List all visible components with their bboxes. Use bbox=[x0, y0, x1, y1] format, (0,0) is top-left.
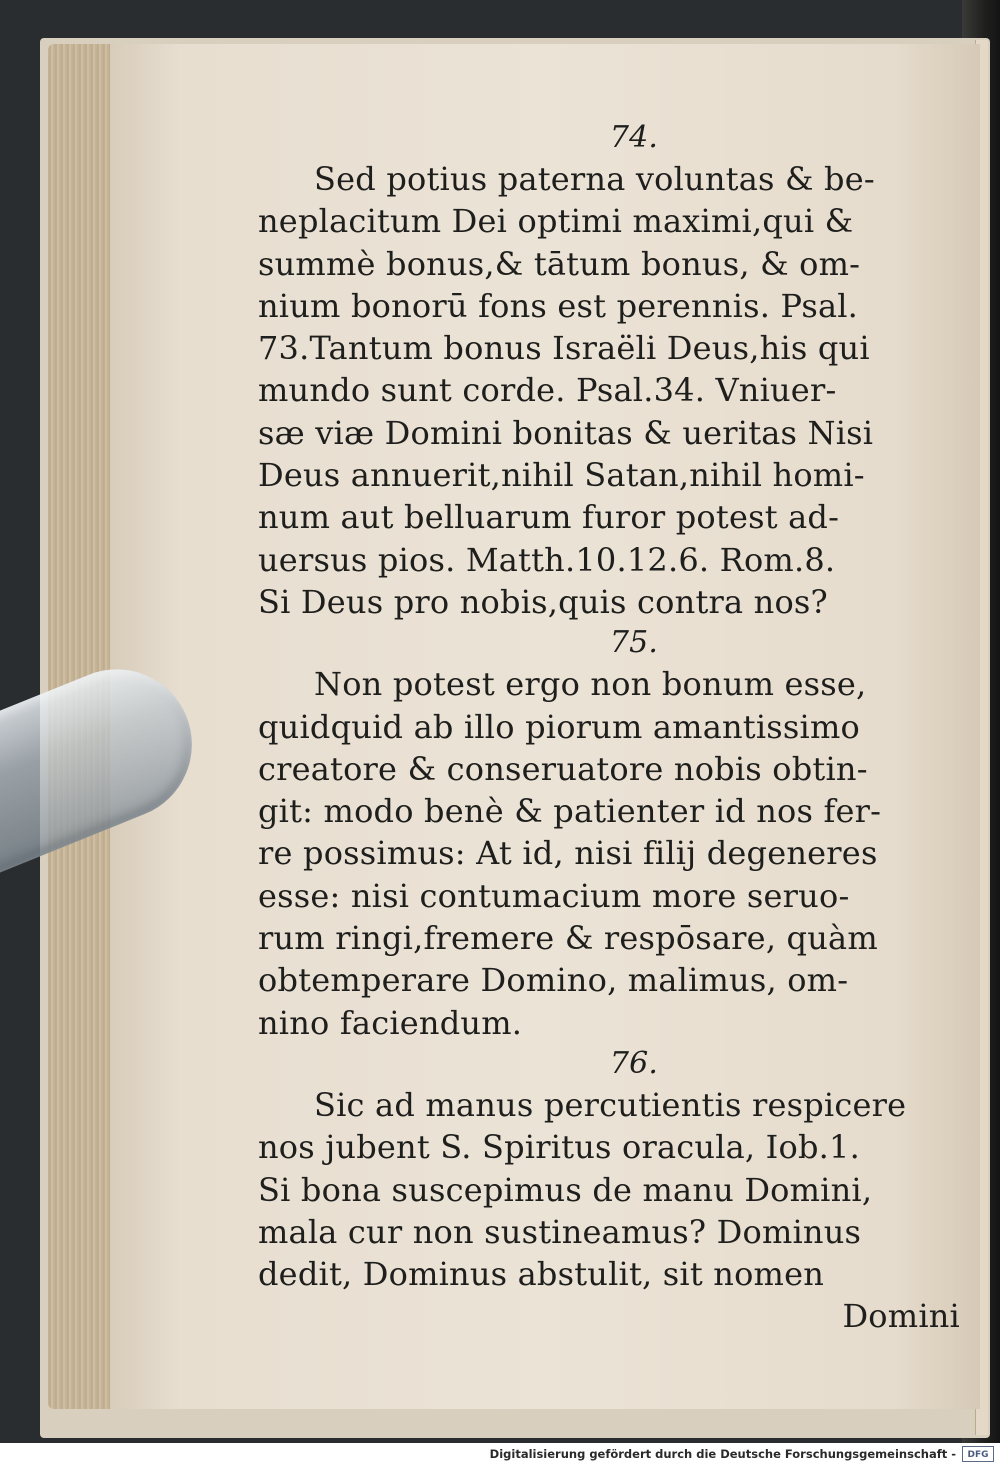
text-line: creatore & conseruatore nobis obtin- bbox=[258, 749, 868, 788]
text-line: sæ viæ Domini bonitas & ueritas Nisi bbox=[258, 413, 874, 452]
text-line: mundo sunt corde. Psal.34. Vniuer- bbox=[258, 371, 837, 410]
text-line: quidquid ab illo piorum amantissimo bbox=[258, 707, 860, 746]
dfg-logo-icon: DFG bbox=[962, 1446, 994, 1462]
text-line: neplacitum Dei optimi maximi,qui & bbox=[258, 202, 854, 241]
text-line: re possimus: At id, nisi filij degeneres bbox=[258, 834, 878, 873]
text-line: summè bonus,& tātum bonus, & om- bbox=[258, 244, 861, 283]
paragraph-74 bbox=[258, 158, 970, 623]
text-line: nos jubent S. Spiritus oracula, Iob.1. bbox=[258, 1128, 860, 1167]
text-line: rum ringi,fremere & respōsare, quàm bbox=[258, 919, 878, 958]
paragraph-76 bbox=[258, 1084, 970, 1295]
section-number-75: 75. bbox=[609, 625, 659, 661]
text-line: mala cur non sustineamus? Dominus bbox=[258, 1212, 862, 1251]
text-line: nino faciendum. bbox=[258, 1003, 523, 1042]
text-line: num aut belluarum furor potest ad- bbox=[258, 498, 840, 537]
page-number: 74. bbox=[609, 120, 659, 155]
text-line: Si bona suscepimus de manu Domini, bbox=[258, 1170, 873, 1209]
text-line: obtemperare Domino, malimus, om- bbox=[258, 961, 849, 1000]
text-line: nium bonorū fons est perennis. Psal. bbox=[258, 286, 859, 325]
text-line: Si Deus pro nobis,quis contra nos? bbox=[258, 582, 828, 621]
catchword: Domini bbox=[842, 1297, 960, 1336]
footer-bar bbox=[0, 1443, 1000, 1467]
text-line: dedit, Dominus abstulit, sit nomen bbox=[258, 1255, 825, 1294]
section-number-76: 76. bbox=[609, 1045, 659, 1081]
text-line: Sic ad manus percutientis respicere bbox=[314, 1085, 907, 1124]
text-line: git: modo benè & patienter id nos fer- bbox=[258, 792, 882, 831]
text-line: uersus pios. Matth.10.12.6. Rom.8. bbox=[258, 540, 836, 579]
page-text bbox=[258, 118, 970, 1338]
paragraph-75 bbox=[258, 663, 970, 1044]
text-line: 73.Tantum bonus Israëli Deus,his qui bbox=[258, 329, 870, 368]
text-line: Non potest ergo non bonum esse, bbox=[314, 665, 867, 704]
funding-notice: Digitalisierung gefördert durch die Deutsche Forschungsgemeinschaft - bbox=[489, 1447, 956, 1461]
text-line: Sed potius paterna voluntas & be- bbox=[314, 160, 875, 198]
text-line: esse: nisi contumacium more seruo- bbox=[258, 876, 850, 915]
text-line: Deus annuerit,nihil Satan,nihil homi- bbox=[258, 456, 865, 495]
